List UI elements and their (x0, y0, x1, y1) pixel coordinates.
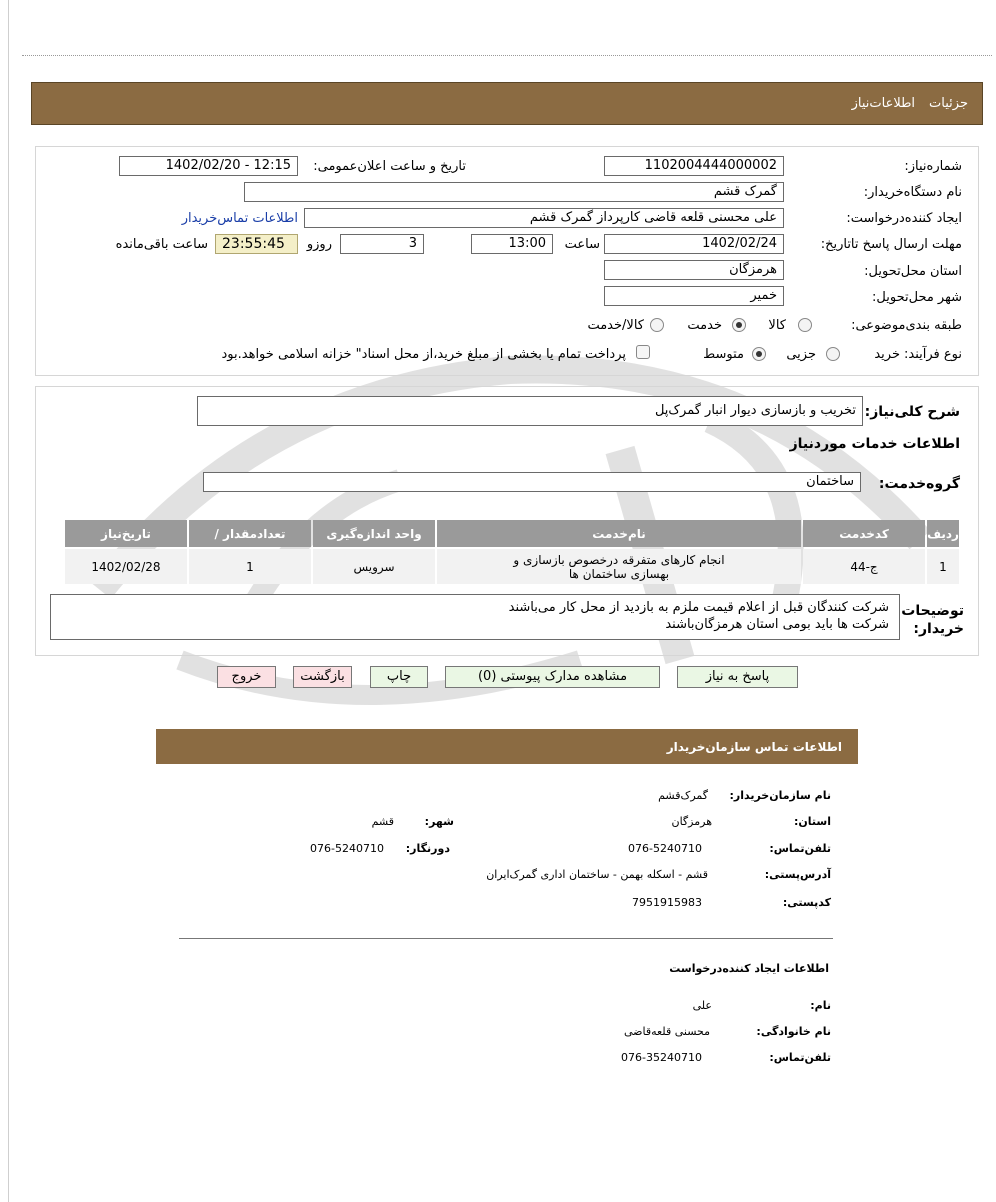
buyer-desc-line-1: شرکت کنندگان قبل از اعلام قیمت ملزم به بازدید از محل کار می‌باشند (508, 600, 889, 615)
proc-medium-label: متوسط (703, 347, 744, 362)
contact-fax-label: دورنگار: (405, 842, 450, 855)
view-docs-button[interactable]: مشاهده مدارک پیوستی (0) (445, 666, 660, 688)
col-service-code: کدخدمت (803, 520, 925, 547)
need-info-panel (35, 146, 979, 376)
services-table (63, 518, 961, 586)
detail-header-bar (31, 82, 983, 125)
cat-service-radio[interactable] (732, 318, 746, 332)
need-number-label: شماره‌نیاز: (904, 159, 962, 174)
creator-info-title: اطلاعات ایجاد کننده‌درخواست (669, 962, 829, 975)
cell-service-name: انجام کارهای متفرقه درخصوص بازسازی و بهسازی ساختمان ها (437, 549, 801, 584)
contact-separator (179, 938, 833, 939)
buyer-desc-label: توضیحات خریدار: (901, 603, 964, 637)
deadline-time-label: ساعت (564, 237, 600, 252)
remaining-timer: 23:55:45 (215, 234, 298, 254)
contact-postal-value: 7951915983 (632, 896, 702, 909)
cell-service-code: ج-44 (803, 549, 925, 584)
announce-datetime-field: 1402/02/20 - 12:15 (119, 156, 298, 176)
cell-unit: سرویس (313, 549, 435, 584)
contact-org-label: نام سازمان‌خریدار: (729, 789, 831, 802)
table-header-row (65, 520, 959, 547)
col-quantity: تعداد‌مقدار / (189, 520, 311, 547)
cell-need-date: 1402/02/28 (65, 549, 187, 584)
col-need-date: تاریخ‌نیاز (65, 520, 187, 547)
service-group-field: ساختمان (203, 472, 861, 492)
creator-phone-label: تلفن‌تماس: (769, 1051, 831, 1064)
contact-address-value: قشم - اسکله بهمن - ساختمان اداری گمرک‌ایران (486, 868, 708, 881)
buyer-org-field: گمرک قشم (244, 182, 784, 202)
tab-need-info[interactable]: اطلاعات‌نیاز (851, 96, 916, 111)
contact-org-value: گمرک‌قشم (658, 789, 708, 802)
days-label: روزو (306, 237, 332, 252)
announce-label: تاریخ و ساعت اعلان‌عمومی: (313, 159, 466, 174)
deadline-time-field: 13:00 (471, 234, 553, 254)
contact-city-value: قشم (371, 815, 394, 828)
payment-note: پرداخت تمام یا بخشی از مبلغ خرید،از محل اسناد" خزانه اسلامی خواهد.بود (221, 347, 626, 362)
reply-button[interactable]: پاسخ به نیاز (677, 666, 798, 688)
left-border-line (8, 0, 9, 1202)
general-desc-label: شرح کلی‌نیاز: (864, 404, 960, 420)
city-field: خمیر (604, 286, 784, 306)
cat-goods-service-radio[interactable] (650, 318, 664, 332)
creator-label: ایجاد کننده‌درخواست: (846, 211, 962, 226)
contact-fax-value: 076-5240710 (310, 842, 384, 855)
days-field: 3 (340, 234, 424, 254)
province-field: هرمزگان (604, 260, 784, 280)
buyer-contact-link[interactable]: اطلاعات تماس‌خریدار (181, 211, 298, 226)
payment-checkbox[interactable] (636, 345, 650, 359)
col-row: ردیف (927, 520, 959, 547)
table-row (65, 549, 959, 584)
contact-phone-label: تلفن‌تماس: (769, 842, 831, 855)
proc-partial-radio[interactable] (826, 347, 840, 361)
cat-service-label: خدمت (687, 318, 722, 333)
exit-button[interactable]: خروج (217, 666, 276, 688)
dotted-divider (22, 55, 992, 56)
cat-goods-label: کالا (768, 318, 786, 333)
contact-phone-value: 076-5240710 (628, 842, 702, 855)
contact-city-label: شهر: (424, 815, 454, 828)
contact-province-value: هرمزگان (671, 815, 712, 828)
contact-header-bar: اطلاعات تماس سازمان‌خریدار (156, 729, 858, 764)
general-desc-field: تخریب و بازسازی دیوار انبار گمرک‌پل (197, 396, 863, 426)
contact-province-label: استان: (794, 815, 831, 828)
col-unit: واحد اندازه‌گیری (313, 520, 435, 547)
creator-field: علی محسنی قلعه قاضی کارپرداز گمرک قشم (304, 208, 784, 228)
deadline-date-field: 1402/02/24 (604, 234, 784, 254)
deadline-label: مهلت ارسال پاسخ تا‌تاریخ: (820, 237, 962, 252)
proc-medium-radio[interactable] (752, 347, 766, 361)
col-service-name: نام‌خدمت (437, 520, 801, 547)
contact-address-label: آدرس‌پستی: (764, 868, 831, 881)
creator-name-label: نام: (810, 999, 831, 1012)
cat-goods-service-label: کالا/خدمت (587, 318, 644, 333)
category-label: طبقه بندی‌موضوعی: (851, 318, 962, 333)
print-button[interactable]: چاپ (370, 666, 428, 688)
contact-postal-label: کد‌پستی: (782, 896, 831, 909)
creator-name-value: علی (692, 999, 712, 1012)
buyer-desc-box (50, 594, 900, 640)
creator-family-value: محسنی قلعه‌قاضی (623, 1025, 710, 1038)
province-label: استان محل‌تحویل: (864, 264, 962, 279)
cat-goods-radio[interactable] (798, 318, 812, 332)
services-title: اطلاعات خدمات موردنیاز (789, 436, 960, 452)
tab-details[interactable]: جزئیات (929, 96, 968, 111)
proc-partial-label: جزیی (786, 347, 816, 362)
buyer-desc-line-2: شرکت ها باید بومی استان هرمزگان‌باشند (665, 617, 889, 632)
back-button[interactable]: بازگشت (293, 666, 352, 688)
city-label: شهر محل‌تحویل: (872, 290, 962, 305)
buyer-org-label: نام دستگاه‌خریدار: (863, 185, 962, 200)
need-number-field: 1102004444000002 (604, 156, 784, 176)
process-label: نوع فرآیند: (904, 347, 962, 362)
cell-row: 1 (927, 549, 959, 584)
process-buy-label: خرید (874, 347, 900, 362)
service-group-label: گروه‌خدمت: (878, 476, 960, 492)
creator-phone-value: 076-35240710 (621, 1051, 702, 1064)
cell-quantity: 1 (189, 549, 311, 584)
remaining-label: ساعت باقی‌مانده (115, 237, 208, 252)
creator-family-label: نام خانوادگی: (756, 1025, 831, 1038)
